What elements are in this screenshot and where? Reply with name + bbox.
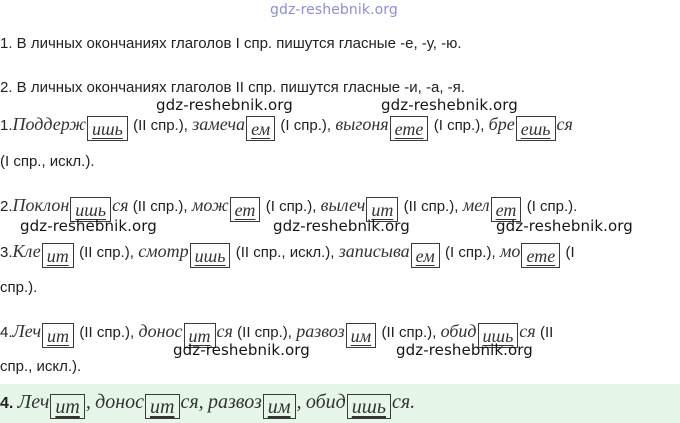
conjugation-note: (II спр.),: [79, 244, 134, 261]
ending-box: [42, 243, 74, 268]
answer-panel: [0, 384, 680, 423]
watermark: gdz-reshebnik.org: [396, 341, 533, 359]
ending: ишь: [75, 200, 107, 220]
conjugation-note: (II спр.),: [403, 198, 459, 215]
ending: ет: [495, 200, 517, 220]
ending: ит: [150, 396, 175, 418]
word-tail: ся.: [391, 391, 416, 413]
ending: ит: [46, 246, 69, 266]
word-stem: смотр: [138, 241, 189, 261]
exercise-4-cont: спр., искл.).: [0, 358, 82, 375]
conjugation-note: (II спр.),: [133, 117, 188, 134]
item-number: 4.: [0, 324, 13, 341]
exercise-3: [0, 241, 575, 268]
conjugation-note: (I спр.),: [433, 117, 485, 134]
ending: ит: [188, 326, 211, 346]
ending-box: [145, 394, 179, 419]
ending-box: [87, 116, 128, 141]
ending: ишь: [194, 246, 226, 266]
answer-line: [0, 392, 415, 419]
ending: им: [350, 326, 372, 346]
conjugation-note: (I спр.),: [445, 244, 496, 261]
word-stem: развоз: [296, 321, 345, 341]
ending: ем: [415, 246, 435, 266]
conjugation-note: (II спр., искл.),: [235, 244, 335, 261]
ending: ит: [55, 396, 80, 418]
ending: ишь: [92, 119, 123, 139]
ending: ит: [47, 326, 70, 346]
exercise-1: [0, 114, 573, 141]
watermark: gdz-reshebnik.org: [20, 217, 157, 235]
word-stem: донос: [95, 391, 145, 413]
ending-box: [42, 323, 74, 348]
word-stem: мож: [191, 195, 229, 215]
word-stem: Леч: [12, 321, 42, 341]
conjugation-note: (II спр.),: [132, 198, 188, 215]
separator: ,: [296, 391, 302, 413]
conjugation-note: (II: [539, 324, 554, 341]
ending: ем: [251, 119, 271, 139]
watermark: gdz-reshebnik.org: [496, 217, 633, 235]
ending: ишь: [351, 396, 386, 418]
watermark: gdz-reshebnik.org: [381, 96, 518, 114]
word-tail: ся: [519, 321, 536, 341]
separator: ,: [85, 391, 91, 413]
conjugation-note: (II спр.),: [237, 324, 292, 341]
word-stem: обид: [440, 321, 477, 341]
item-number: 4.: [0, 395, 14, 412]
watermark: gdz-reshebnik.org: [156, 96, 293, 114]
ending: ете: [394, 119, 424, 139]
item-number: 1.: [0, 117, 13, 134]
conjugation-note: (I: [565, 244, 575, 261]
ending: ишь: [482, 326, 514, 346]
rule-2: 2. В личных окончаниях глаголов II спр. пишутся гласные -и, -а, -я.: [0, 79, 465, 96]
word-stem: развоз: [208, 391, 262, 413]
ending-box: [411, 243, 440, 268]
ending-box: [246, 116, 275, 141]
ending-box: [190, 243, 231, 268]
exercise-3-cont: спр.).: [0, 279, 38, 296]
word-tail: ся,: [180, 391, 204, 413]
rule-1: 1. В личных окончаниях глаголов I спр. пишутся гласные -е, -у, -ю.: [0, 35, 462, 52]
item-number: 2.: [0, 198, 13, 215]
word-tail: ся: [556, 114, 573, 134]
ending-box: [521, 243, 560, 268]
ending-box: [390, 116, 429, 141]
word-stem: мел: [462, 195, 490, 215]
word-stem: мо: [499, 241, 521, 261]
word-stem: замеча: [192, 114, 246, 134]
word-stem: Леч: [17, 391, 50, 413]
conjugation-note: (II спр.),: [79, 324, 135, 341]
word-stem: бре: [488, 114, 515, 134]
ending-box: [50, 394, 84, 419]
ending-box: [230, 197, 261, 222]
conjugation-note: (I спр.),: [265, 198, 317, 215]
word-tail: ся: [216, 321, 233, 341]
ending: им: [267, 396, 291, 418]
word-tail: ся: [112, 195, 129, 215]
ending-box: [516, 116, 556, 141]
item-number: 3.: [0, 244, 13, 261]
ending: ете: [526, 246, 556, 266]
ending-box: [263, 394, 296, 419]
watermark-top: gdz-reshebnik.org: [270, 2, 398, 18]
ending: ет: [234, 200, 256, 220]
word-stem: записыва: [338, 241, 410, 261]
watermark: gdz-reshebnik.org: [273, 217, 410, 235]
word-stem: обид: [305, 391, 346, 413]
word-stem: вылеч: [320, 195, 366, 215]
word-stem: Поддерж: [12, 114, 86, 134]
ending-box: [346, 323, 377, 348]
conjugation-note: (I спр.),: [280, 117, 332, 134]
ending: ит: [371, 200, 394, 220]
ending: ешь: [520, 119, 551, 139]
watermark: gdz-reshebnik.org: [173, 341, 310, 359]
word-stem: донос: [138, 321, 183, 341]
conjugation-note: (II спр.),: [381, 324, 437, 341]
word-stem: Поклон: [12, 195, 70, 215]
ending-box: [347, 394, 391, 419]
exercise-1-cont: (I спр., искл.).: [0, 153, 95, 170]
conjugation-note: (I спр.).: [526, 198, 578, 215]
word-stem: выгоня: [335, 114, 389, 134]
word-stem: Кле: [12, 241, 41, 261]
